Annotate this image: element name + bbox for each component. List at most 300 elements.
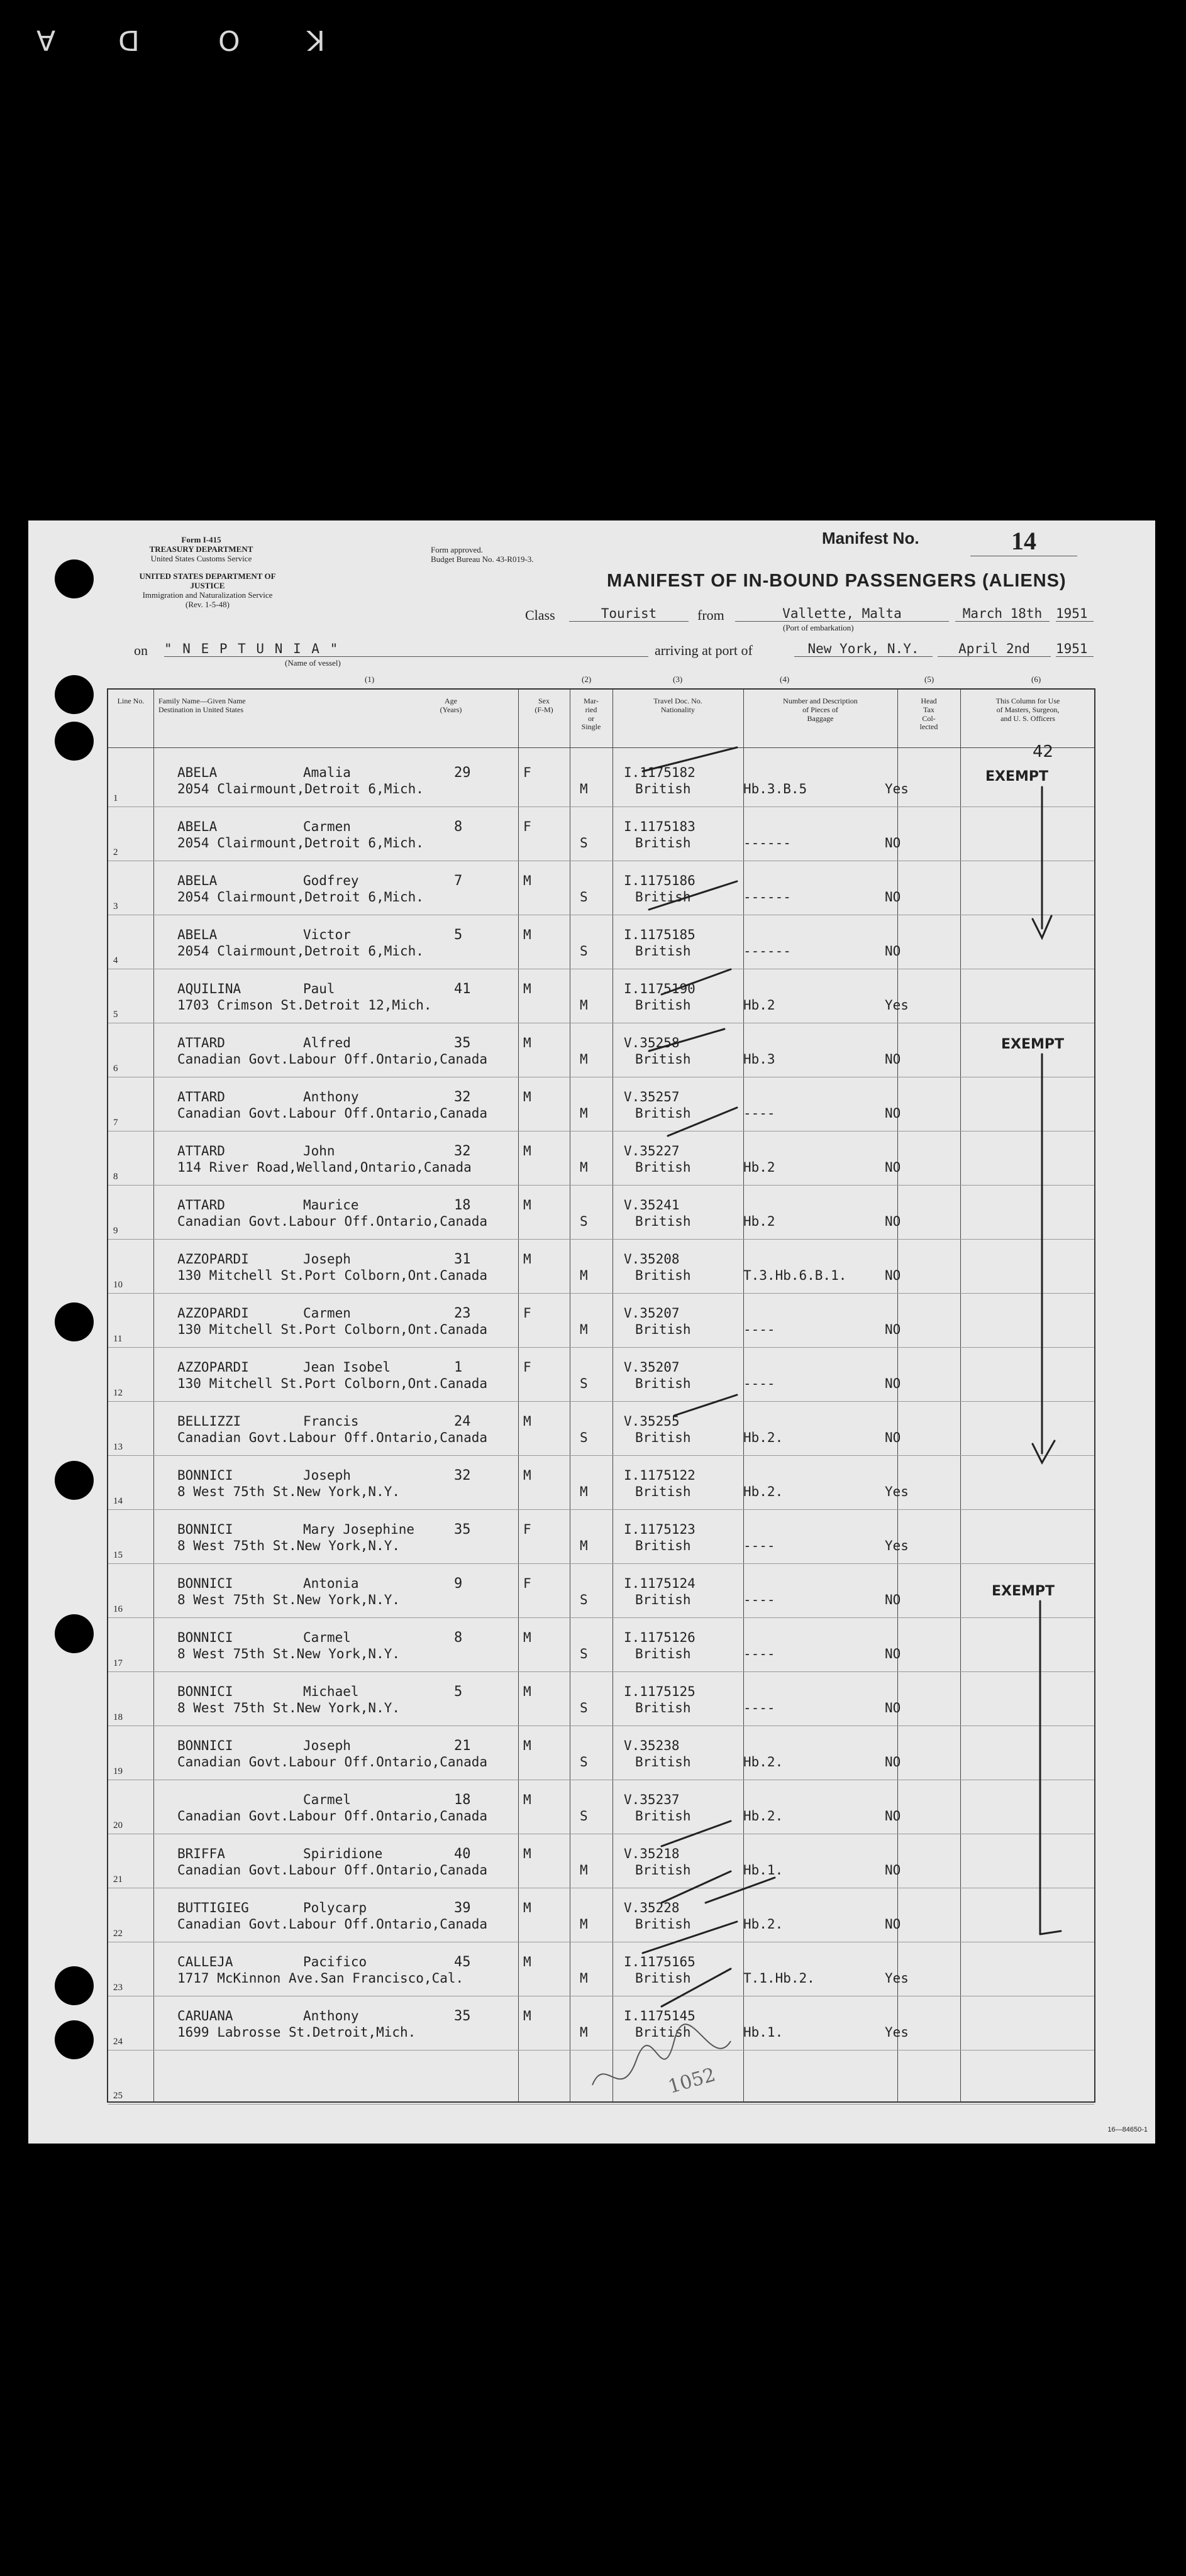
nationality: British (635, 998, 691, 1013)
marital-status: M (580, 1052, 588, 1067)
age: 35 (454, 1035, 471, 1051)
age: 8 (454, 819, 463, 835)
baggage: ---- (743, 1700, 775, 1715)
age: 18 (454, 1792, 471, 1808)
baggage: ---- (743, 1538, 775, 1553)
age: 5 (454, 927, 463, 943)
head-tax: NO (885, 1754, 901, 1770)
baggage: ---- (743, 1646, 775, 1661)
marital-status: M (580, 1268, 588, 1283)
age: 41 (454, 981, 471, 997)
marital-status: M (580, 1106, 588, 1121)
sex: M (523, 927, 531, 942)
line-number: 19 (113, 1766, 123, 1776)
line-number: 11 (113, 1334, 123, 1344)
nationality: British (635, 835, 691, 850)
nationality: British (635, 1538, 691, 1553)
travel-doc-number: I.1175124 (624, 1576, 696, 1591)
age: 35 (454, 2008, 471, 2024)
baggage: Hb.3 (743, 1052, 775, 1067)
age: 29 (454, 765, 471, 781)
exempt-stamp: EXEMPT (985, 769, 1049, 784)
dept-justice: UNITED STATES DEPARTMENT OF JUSTICE (139, 571, 276, 590)
nationality: British (635, 1484, 691, 1499)
class-value: Tourist (569, 606, 689, 622)
nationality: British (635, 1214, 691, 1229)
sex: M (523, 1035, 531, 1050)
family-name: ATTARD (177, 1089, 225, 1104)
head-tax: NO (885, 835, 901, 850)
nationality: British (635, 889, 691, 905)
sex: M (523, 1630, 531, 1645)
given-name: Paul (303, 981, 335, 996)
baggage: ---- (743, 1322, 775, 1337)
destination: 8 West 75th St.New York,N.Y. (177, 1592, 401, 1607)
given-name: Amalia (303, 765, 351, 780)
punch-hole (55, 1461, 94, 1500)
line-number: 7 (113, 1118, 118, 1128)
baggage: Hb.3.B.5 (743, 781, 807, 796)
marital-status: S (580, 1700, 588, 1715)
travel-doc-number: I.1175165 (624, 1954, 696, 1969)
travel-doc-number: I.1175122 (624, 1468, 696, 1483)
column-header-name: Family Name—Given Name Destination in United States (158, 696, 246, 714)
nationality: British (635, 1754, 691, 1770)
nationality: British (635, 1971, 691, 1986)
family-name: AZZOPARDI (177, 1252, 249, 1267)
line-number: 2 (113, 847, 118, 857)
family-name: BONNICI (177, 1576, 233, 1591)
sex: M (523, 1468, 531, 1483)
travel-doc-number: V.35257 (624, 1089, 680, 1104)
head-tax: Yes (885, 2025, 909, 2040)
baggage: Hb.2. (743, 1917, 784, 1932)
punch-hole (55, 559, 94, 598)
marital-status: M (580, 1863, 588, 1878)
vessel-caption: (Name of vessel) (285, 658, 341, 668)
given-name: Victor (303, 927, 351, 942)
age: 21 (454, 1738, 471, 1754)
marital-status: M (580, 1538, 588, 1553)
manifest-table (107, 688, 1095, 2103)
given-name: Spiridione (303, 1846, 383, 1861)
nationality: British (635, 781, 691, 796)
age: 1 (454, 1360, 463, 1375)
head-tax: NO (885, 1322, 901, 1337)
nationality: British (635, 1700, 691, 1715)
family-name: CARUANA (177, 2008, 233, 2023)
sex: M (523, 873, 531, 888)
marital-status: M (580, 2025, 588, 2040)
head-tax: NO (885, 1052, 901, 1067)
column-header-sex: Sex (F-M) (535, 696, 553, 714)
travel-doc-number: I.1175182 (624, 765, 696, 780)
family-name: ABELA (177, 765, 218, 780)
travel-doc-number: I.1175185 (624, 927, 696, 942)
nationality: British (635, 1160, 691, 1175)
head-tax: NO (885, 1917, 901, 1932)
sex: M (523, 2008, 531, 2023)
baggage: Hb.2. (743, 1430, 784, 1445)
travel-doc-number: I.1175125 (624, 1684, 696, 1699)
punch-hole (55, 722, 94, 761)
sex: M (523, 981, 531, 996)
column-header-head-tax: Head Tax Col- lected (919, 696, 938, 732)
given-name: Joseph (303, 1252, 351, 1267)
given-name: Maurice (303, 1197, 359, 1213)
nationality: British (635, 1430, 691, 1445)
baggage: Hb.2. (743, 1754, 784, 1770)
film-mark: O (217, 24, 240, 56)
age: 5 (454, 1684, 463, 1700)
given-name: Carmel (303, 1630, 351, 1645)
line-number: 24 (113, 2037, 123, 2047)
family-name: BONNICI (177, 1738, 233, 1753)
given-name: Polycarp (303, 1900, 367, 1915)
baggage: T.3.Hb.6.B.1. (743, 1268, 847, 1283)
head-tax: NO (885, 1646, 901, 1661)
travel-doc-number: I.1175183 (624, 819, 696, 834)
handwritten-mark: 42 (1033, 742, 1054, 761)
head-tax: NO (885, 1376, 901, 1391)
nationality: British (635, 1322, 691, 1337)
marital-status: S (580, 835, 588, 850)
nationality: British (635, 1646, 691, 1661)
sex: M (523, 1143, 531, 1159)
form-number: Form I-415 (181, 535, 221, 544)
destination: 1699 Labrosse St.Detroit,Mich. (177, 2025, 416, 2040)
family-name: AZZOPARDI (177, 1360, 249, 1375)
given-name: Joseph (303, 1738, 351, 1753)
head-tax: Yes (885, 1538, 909, 1553)
column-number: (6) (1031, 674, 1041, 684)
travel-doc-number: V.35238 (624, 1738, 680, 1753)
destination: 1703 Crimson St.Detroit 12,Mich. (177, 998, 432, 1013)
punch-hole (55, 1614, 94, 1653)
destination: Canadian Govt.Labour Off.Ontario,Canada (177, 1863, 488, 1878)
head-tax: Yes (885, 1971, 909, 1986)
on-label: on (134, 642, 148, 658)
baggage: ---- (743, 1592, 775, 1607)
marital-status: M (580, 1484, 588, 1499)
destination: 8 West 75th St.New York,N.Y. (177, 1484, 401, 1499)
travel-doc-number: V.35237 (624, 1792, 680, 1807)
nationality: British (635, 1592, 691, 1607)
line-number: 21 (113, 1874, 123, 1885)
travel-doc-number: V.35207 (624, 1360, 680, 1375)
family-name: ATTARD (177, 1035, 225, 1050)
line-number: 12 (113, 1388, 123, 1398)
column-header-travel-doc: Travel Doc. No. Nationality (653, 696, 702, 714)
baggage: ---- (743, 1376, 775, 1391)
baggage: Hb.2 (743, 1160, 775, 1175)
destination: 8 West 75th St.New York,N.Y. (177, 1538, 401, 1553)
destination: Canadian Govt.Labour Off.Ontario,Canada (177, 1808, 488, 1824)
line-number: 5 (113, 1010, 118, 1020)
family-name: BONNICI (177, 1468, 233, 1483)
column-number: (2) (582, 674, 592, 684)
vessel-name: " N E P T U N I A " (164, 641, 648, 657)
punch-hole (55, 1966, 94, 2005)
travel-doc-number: V.35218 (624, 1846, 680, 1861)
destination: 8 West 75th St.New York,N.Y. (177, 1700, 401, 1715)
column-header-line: Line No. (117, 696, 145, 705)
sex: M (523, 1954, 531, 1969)
age: 45 (454, 1954, 471, 1970)
line-number: 20 (113, 1820, 123, 1830)
baggage: Hb.2. (743, 1484, 784, 1499)
destination: 1717 McKinnon Ave.San Francisco,Cal. (177, 1971, 464, 1986)
marital-status: S (580, 944, 588, 959)
destination: 130 Mitchell St.Port Colborn,Ont.Canada (177, 1376, 488, 1391)
line-number: 14 (113, 1496, 123, 1506)
age: 35 (454, 1522, 471, 1538)
baggage: ------ (743, 889, 791, 905)
marital-status: M (580, 781, 588, 796)
age: 9 (454, 1576, 463, 1592)
baggage: Hb.2. (743, 1808, 784, 1824)
baggage: T.1.Hb.2. (743, 1971, 815, 1986)
annotation-strokes (108, 690, 1097, 2104)
family-name: BONNICI (177, 1684, 233, 1699)
sex: M (523, 1414, 531, 1429)
head-tax: NO (885, 1863, 901, 1878)
age: 39 (454, 1900, 471, 1916)
line-number: 18 (113, 1712, 123, 1722)
arrival-port: New York, N.Y. (794, 641, 933, 657)
line-number: 10 (113, 1280, 123, 1290)
age: 40 (454, 1846, 471, 1862)
nationality: British (635, 1808, 691, 1824)
line-number: 25 (113, 2091, 123, 2101)
embarkation-port: Vallette, Malta (735, 606, 949, 622)
travel-doc-number: I.1175186 (624, 873, 696, 888)
travel-doc-number: V.35228 (624, 1900, 680, 1915)
nationality: British (635, 1268, 691, 1283)
marital-status: S (580, 1808, 588, 1824)
marital-status: S (580, 1754, 588, 1770)
film-mark: K (306, 24, 325, 56)
nationality: British (635, 944, 691, 959)
head-tax: NO (885, 889, 901, 905)
family-name: BUTTIGIEG (177, 1900, 249, 1915)
destination: 2054 Clairmount,Detroit 6,Mich. (177, 781, 424, 796)
baggage: Hb.2 (743, 1214, 775, 1229)
marital-status: M (580, 1971, 588, 1986)
age: 7 (454, 873, 463, 889)
marital-status: M (580, 998, 588, 1013)
given-name: Anthony (303, 2008, 359, 2023)
manifest-label: Manifest No. (822, 529, 919, 548)
destination: 130 Mitchell St.Port Colborn,Ont.Canada (177, 1322, 488, 1337)
head-tax: NO (885, 1214, 901, 1229)
column-header-married: Mar- ried or Single (581, 696, 601, 732)
family-name: ATTARD (177, 1143, 225, 1159)
marital-status: M (580, 1917, 588, 1932)
embarkation-caption: (Port of embarkation) (783, 623, 854, 632)
sex: M (523, 1792, 531, 1807)
given-name: Antonia (303, 1576, 359, 1591)
budget-number: Budget Bureau No. 43-R019-3. (431, 554, 534, 564)
family-name: ABELA (177, 927, 218, 942)
age: 32 (454, 1143, 471, 1159)
exempt-stamp: EXEMPT (1001, 1037, 1065, 1052)
sex: M (523, 1252, 531, 1267)
column-header-baggage: Number and Description of Pieces of Baggage (783, 696, 858, 723)
head-tax: NO (885, 944, 901, 959)
sex: M (523, 1089, 531, 1104)
given-name: Jean Isobel (303, 1360, 391, 1375)
travel-doc-number: I.1175123 (624, 1522, 696, 1537)
given-name: Pacifico (303, 1954, 367, 1969)
film-mark: A (35, 24, 56, 56)
sex: M (523, 1846, 531, 1861)
column-number: (1) (365, 674, 375, 684)
head-tax: Yes (885, 1484, 909, 1499)
dept-treasury-sub: United States Customs Service (150, 553, 252, 563)
form-revision: (Rev. 1-5-48) (186, 599, 230, 609)
given-name: Carmel (303, 1792, 351, 1807)
arrival-date: April 2nd (938, 641, 1051, 657)
sex: F (523, 1576, 531, 1591)
travel-doc-number: V.35255 (624, 1414, 680, 1429)
destination: 2054 Clairmount,Detroit 6,Mich. (177, 889, 424, 905)
destination: Canadian Govt.Labour Off.Ontario,Canada (177, 1052, 488, 1067)
baggage: Hb.2 (743, 998, 775, 1013)
head-tax: NO (885, 1268, 901, 1283)
line-number: 16 (113, 1604, 123, 1614)
head-tax: NO (885, 1106, 901, 1121)
line-number: 8 (113, 1172, 118, 1182)
head-tax: NO (885, 1808, 901, 1824)
baggage: Hb.1. (743, 2025, 784, 2040)
age: 32 (454, 1468, 471, 1483)
class-label: Class (525, 607, 555, 623)
given-name: Mary Josephine (303, 1522, 415, 1537)
given-name: John (303, 1143, 335, 1159)
marital-status: S (580, 1214, 588, 1229)
travel-doc-number: I.1175126 (624, 1630, 696, 1645)
marital-status: S (580, 889, 588, 905)
column-header-age: Age (Years) (440, 696, 462, 714)
head-tax: Yes (885, 998, 909, 1013)
form-approved: Form approved. (431, 545, 484, 554)
handwritten-number: 1052 (665, 2064, 718, 2098)
travel-doc-number: I.1175145 (624, 2008, 696, 2023)
family-name: BELLIZZI (177, 1414, 241, 1429)
baggage: ------ (743, 835, 791, 850)
column-header-officers: This Column for Use of Masters, Surgeon, and U. S. Officers (995, 696, 1060, 723)
dept-treasury: TREASURY DEPARTMENT (149, 544, 253, 554)
destination: 8 West 75th St.New York,N.Y. (177, 1646, 401, 1661)
given-name: Francis (303, 1414, 359, 1429)
line-number: 17 (113, 1658, 123, 1668)
marital-status: M (580, 1160, 588, 1175)
head-tax: Yes (885, 781, 909, 796)
line-number: 6 (113, 1064, 118, 1074)
baggage: ---- (743, 1106, 775, 1121)
travel-doc-number: V.35227 (624, 1143, 680, 1159)
travel-doc-number: V.35258 (624, 1035, 680, 1050)
age: 8 (454, 1630, 463, 1646)
form-print-number: 16—84650-1 (1107, 2126, 1148, 2133)
departure-date: March 18th (955, 606, 1050, 622)
column-number: (4) (780, 674, 790, 684)
travel-doc-number: V.35208 (624, 1252, 680, 1267)
column-number: (5) (924, 674, 934, 684)
sex: M (523, 1738, 531, 1753)
family-name: ATTARD (177, 1197, 225, 1213)
manifest-number: 14 (970, 527, 1077, 556)
line-number: 23 (113, 1983, 123, 1993)
sex: F (523, 819, 531, 834)
family-name: BONNICI (177, 1522, 233, 1537)
travel-doc-number: V.35207 (624, 1306, 680, 1321)
given-name: Anthony (303, 1089, 359, 1104)
sex: F (523, 1360, 531, 1375)
given-name: Carmen (303, 1306, 351, 1321)
marital-status: S (580, 1376, 588, 1391)
arrival-year: 1951 (1056, 641, 1094, 657)
departure-year: 1951 (1056, 606, 1094, 622)
family-name: AQUILINA (177, 981, 241, 996)
destination: Canadian Govt.Labour Off.Ontario,Canada (177, 1754, 488, 1770)
given-name: Godfrey (303, 873, 359, 888)
line-number: 22 (113, 1929, 123, 1939)
line-number: 9 (113, 1226, 118, 1236)
from-label: from (697, 607, 724, 623)
destination: 2054 Clairmount,Detroit 6,Mich. (177, 835, 424, 850)
marital-status: M (580, 1322, 588, 1337)
dept-justice-sub: Immigration and Naturalization Service (142, 590, 273, 600)
given-name: Alfred (303, 1035, 351, 1050)
destination: 114 River Road,Welland,Ontario,Canada (177, 1160, 472, 1175)
head-tax: NO (885, 1430, 901, 1445)
family-name: ABELA (177, 819, 218, 834)
marital-status: S (580, 1592, 588, 1607)
family-name: BRIFFA (177, 1846, 225, 1861)
head-tax: NO (885, 1592, 901, 1607)
line-number: 1 (113, 793, 118, 803)
family-name: ABELA (177, 873, 218, 888)
baggage: ------ (743, 944, 791, 959)
destination: Canadian Govt.Labour Off.Ontario,Canada (177, 1917, 488, 1932)
family-name: BONNICI (177, 1630, 233, 1645)
punch-hole (55, 1302, 94, 1341)
given-name: Joseph (303, 1468, 351, 1483)
given-name: Carmen (303, 819, 351, 834)
sex: F (523, 1306, 531, 1321)
destination: 2054 Clairmount,Detroit 6,Mich. (177, 944, 424, 959)
destination: Canadian Govt.Labour Off.Ontario,Canada (177, 1430, 488, 1445)
nationality: British (635, 1376, 691, 1391)
film-mark: D (117, 24, 140, 56)
travel-doc-number: V.35241 (624, 1197, 680, 1213)
age: 31 (454, 1252, 471, 1267)
age: 23 (454, 1306, 471, 1321)
family-name: CALLEJA (177, 1954, 233, 1969)
marital-status: S (580, 1430, 588, 1445)
age: 24 (454, 1414, 471, 1429)
exempt-stamp: EXEMPT (992, 1583, 1055, 1599)
age: 18 (454, 1197, 471, 1213)
column-number: (3) (673, 674, 683, 684)
head-tax: NO (885, 1160, 901, 1175)
destination: Canadian Govt.Labour Off.Ontario,Canada (177, 1214, 488, 1229)
age: 32 (454, 1089, 471, 1105)
head-tax: NO (885, 1700, 901, 1715)
line-number: 4 (113, 955, 118, 966)
